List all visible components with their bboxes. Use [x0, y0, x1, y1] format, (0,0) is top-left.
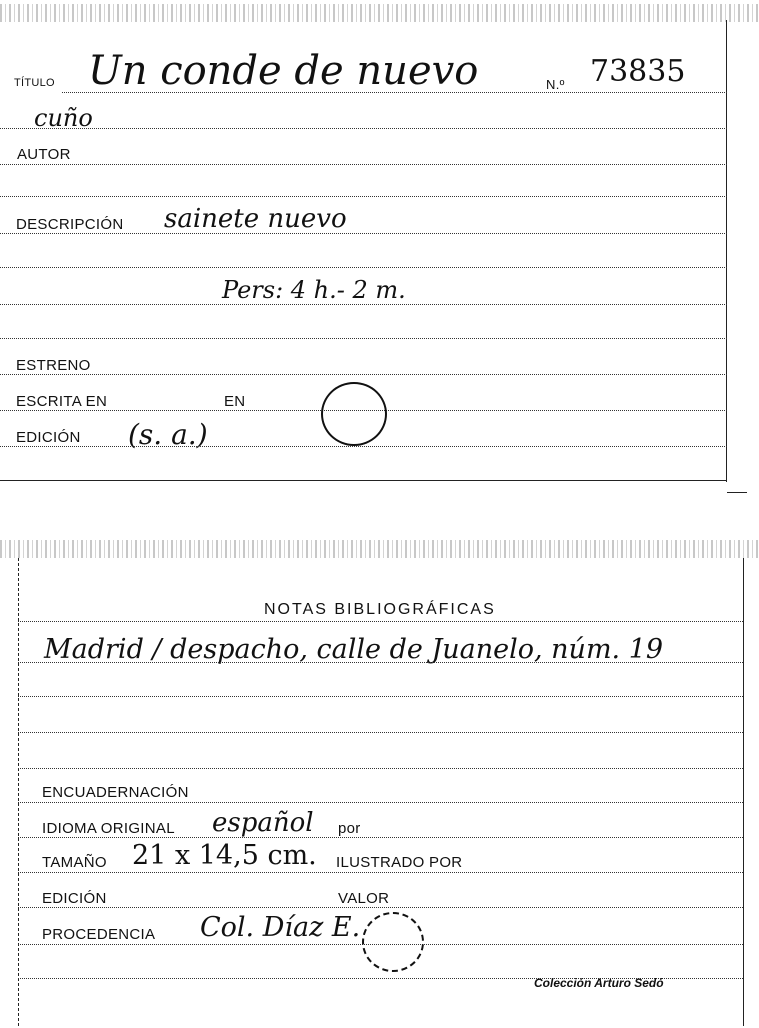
- edicion-label: EDICIÓN: [42, 890, 107, 907]
- idioma-handwritten: español: [212, 808, 314, 838]
- autor-line: [0, 164, 727, 165]
- valor-label: VALOR: [338, 890, 390, 907]
- titulo-handwritten: Un conde de nuevo: [88, 48, 479, 94]
- card-edge-mark: [727, 492, 747, 493]
- catalog-card-back: [0, 540, 759, 1028]
- tamano-line: [18, 872, 743, 873]
- idioma-original-label: IDIOMA ORIGINAL: [42, 820, 175, 837]
- descripcion-handwritten: sainete nuevo: [164, 204, 347, 234]
- encuadernacion-line: [18, 802, 743, 803]
- card-bottom-border: [0, 480, 727, 481]
- descripcion-label: DESCRIPCIÓN: [16, 216, 124, 233]
- estreno-line: [0, 374, 727, 375]
- footer-collection: Colección Arturo Sedó: [534, 976, 664, 990]
- scan-noise-top: [0, 540, 759, 558]
- edicion-label: EDICIÓN: [16, 429, 81, 446]
- titulo-label: TÍTULO: [14, 77, 55, 89]
- titulo-handwritten-line2: cuño: [34, 104, 93, 132]
- notas-handwritten: Madrid / despacho, calle de Juanelo, núm. 19: [44, 634, 664, 665]
- notas-line-3: [18, 732, 743, 733]
- card-right-border: [743, 558, 744, 1026]
- ilustrado-por-label: ILUSTRADO POR: [336, 854, 463, 871]
- card-right-border: [726, 20, 727, 482]
- personajes-handwritten: Pers: 4 h.- 2 m.: [222, 276, 406, 304]
- notas-heading: NOTAS BIBLIOGRÁFICAS: [264, 601, 496, 618]
- estreno-label: ESTRENO: [16, 357, 91, 374]
- notas-line-4: [18, 768, 743, 769]
- notas-line-0: [18, 621, 743, 622]
- blank-line-1: [0, 196, 727, 197]
- procedencia-label: PROCEDENCIA: [42, 926, 156, 943]
- numero-handwritten: 73835: [590, 54, 686, 89]
- edicion-line: [0, 446, 727, 447]
- notas-line-1: [18, 662, 743, 663]
- numero-label: N.º: [546, 77, 565, 92]
- scan-noise-top: [0, 4, 759, 22]
- escrita-en-label: ESCRITA EN: [16, 393, 108, 410]
- idioma-line: [18, 837, 743, 838]
- en-label: EN: [224, 393, 246, 410]
- procedencia-handwritten: Col. Díaz E.: [200, 912, 361, 943]
- blank-line-3: [0, 338, 727, 339]
- encuadernacion-label: ENCUADERNACIÓN: [42, 784, 189, 801]
- edicion-handwritten: (s. a.): [128, 418, 208, 451]
- autor-label: AUTOR: [17, 146, 71, 163]
- personajes-line: [0, 304, 727, 305]
- tamano-handwritten: 21 x 14,5 cm.: [132, 840, 317, 871]
- edicion-valor-line: [18, 907, 743, 908]
- catalog-card-front: [0, 0, 759, 490]
- notas-line-2: [18, 696, 743, 697]
- punch-hole: [321, 382, 387, 446]
- punch-hole: [362, 912, 424, 972]
- tamano-label: TAMAÑO: [42, 854, 107, 871]
- card-left-border: [18, 558, 19, 1026]
- descripcion-line: [0, 233, 727, 234]
- blank-line-2: [0, 267, 727, 268]
- por-label: por: [338, 820, 361, 837]
- titulo-line-2: [0, 128, 727, 129]
